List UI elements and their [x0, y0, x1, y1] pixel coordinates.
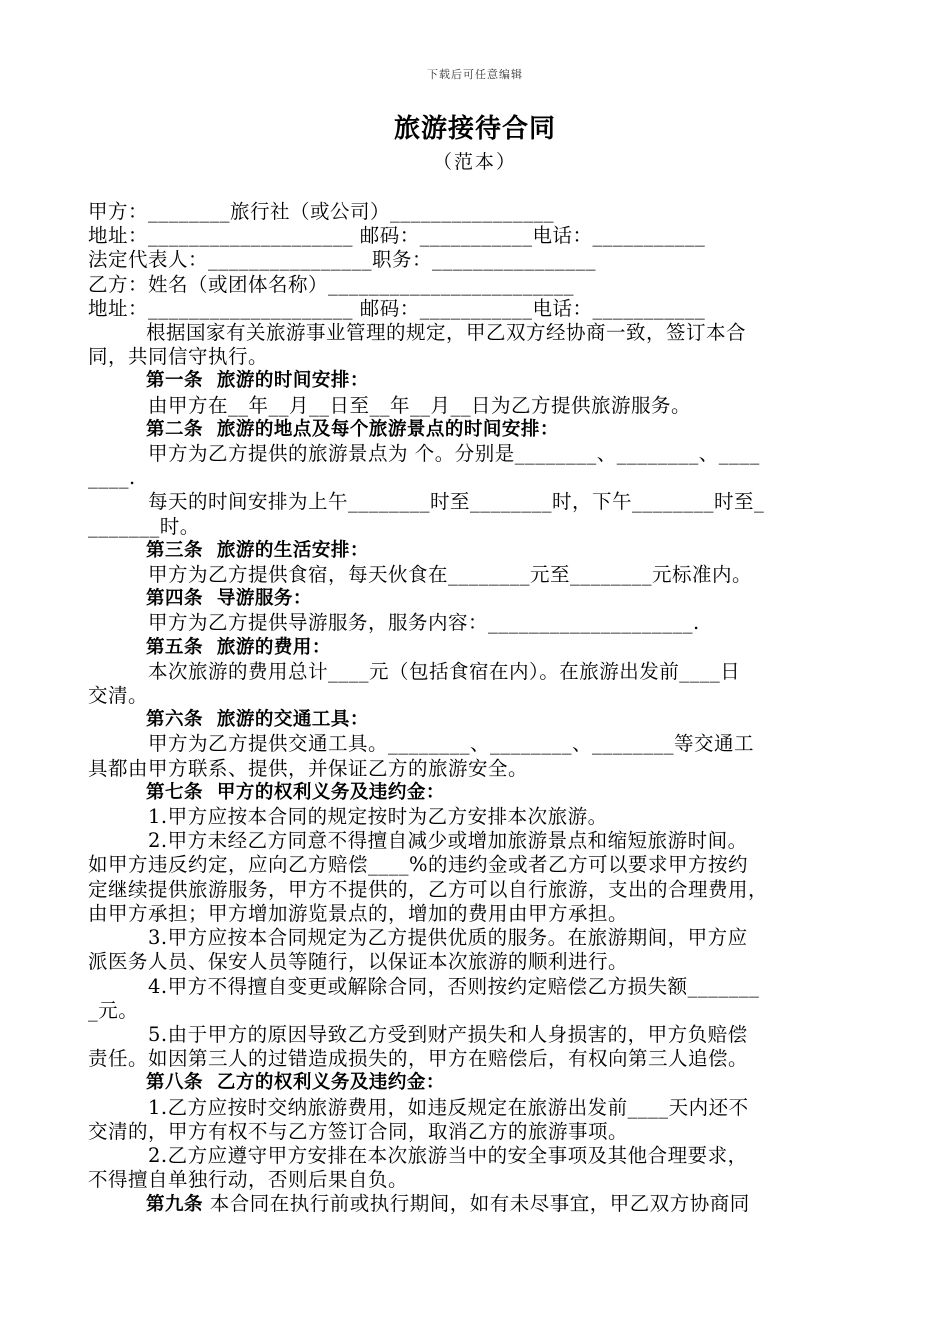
contract-subtitle: （范本）	[432, 151, 517, 173]
clause-7-item-5-line-1: 5.由于甲方的原因导致乙方受到财产损失和人身损害的，甲方负赔偿	[148, 1022, 748, 1046]
clause-9-line	[88, 1192, 878, 1217]
clause-2-text-3: 每天的时间安排为上午________时至________时，下午________时至_	[148, 490, 765, 514]
clause-2-heading: 第二条 旅游的地点及每个旅游景点的时间安排：	[146, 418, 559, 440]
clause-7-item-4-line-2: _元。	[88, 998, 139, 1022]
header-note: 下载后可任意编辑	[427, 68, 523, 81]
clause-7-item-3-line-1: 3.甲方应按本合同规定为乙方提供优质的服务。在旅游期间，甲方应	[148, 926, 748, 950]
contract-body	[88, 200, 878, 1218]
clause-7-item-2-line-4: 由甲方承担；甲方增加游览景点的，增加的费用由甲方承担。	[88, 901, 629, 925]
clause-2-text-2: ____.	[88, 466, 136, 490]
clause-6-heading: 第六条 旅游的交通工具：	[146, 709, 369, 731]
legal-representative-line: 法定代表人：________________职务：________________	[88, 248, 597, 272]
clause-7-item-2-line-1: 2.甲方未经乙方同意不得擅自减少或增加旅游景点和缩短旅游时间。	[148, 829, 748, 853]
clause-2-text-4: _______时。	[88, 514, 200, 538]
clause-8-item-1-line-2: 交清的，甲方有权不与乙方签订合同，取消乙方的旅游事项。	[88, 1119, 629, 1143]
clause-8-item-2-line-1: 2.乙方应遵守甲方安排在本次旅游当中的安全事项及其他合理要求，	[148, 1143, 748, 1167]
clause-2-text-1: 甲方为乙方提供的旅游景点为 个。分别是________、________、____	[148, 442, 760, 466]
clause-6-text-2: 具都由甲方联系、提供，并保证乙方的旅游安全。	[88, 756, 529, 780]
clause-7-item-5-line-2: 责任。如因第三人的过错造成损失的，甲方在赔偿后，有权向第三人追偿。	[88, 1047, 749, 1071]
clause-5-heading: 第五条 旅游的费用：	[146, 636, 331, 658]
party-a-line: 甲方：________旅行社（或公司）________________	[88, 200, 555, 223]
clause-7-item-1: 1.甲方应按本合同的规定按时为乙方安排本次旅游。	[148, 805, 608, 829]
clause-9-text: 本合同在执行前或执行期间，如有未尽事宜，甲乙双方协商同	[203, 1192, 750, 1216]
clause-6-text-1: 甲方为乙方提供交通工具。________、________、________等交通工	[148, 732, 755, 756]
clause-3-text: 甲方为乙方提供食宿，每天伙食在________元至________元标准内。	[148, 563, 753, 587]
clause-4-text: 甲方为乙方提供导游服务，服务内容：____________________.	[148, 611, 700, 635]
party-b-line: 乙方：姓名（或团体名称）________________________	[88, 272, 575, 296]
party-a-address-line: 地址：____________________ 邮码：___________电话：___________	[88, 224, 706, 248]
clause-1-text: 由甲方在__年__月__日至__年__月__日为乙方提供旅游服务。	[148, 393, 692, 417]
clause-5-text-2: 交清。	[88, 684, 149, 708]
clause-7-item-2-line-3: 定继续提供旅游服务，甲方不提供的，乙方可以自行旅游，支出的合理费用，	[88, 877, 769, 901]
preamble-line-1: 根据国家有关旅游事业管理的规定，甲乙双方经协商一致，签订本合	[146, 321, 747, 345]
clause-8-heading: 第八条 乙方的权利义务及违约金：	[146, 1072, 445, 1094]
contract-title: 旅游接待合同	[393, 114, 556, 144]
clause-7-item-2-line-2: 如甲方违反约定，应向乙方赔偿____%的违约金或者乙方可以要求甲方按约	[88, 853, 749, 877]
clause-8-item-1-line-1: 1.乙方应按时交纳旅游费用，如违反规定在旅游出发前____天内还不	[148, 1095, 749, 1119]
clause-9-heading: 第九条	[146, 1194, 204, 1216]
clause-7-heading: 第七条 甲方的权利义务及违约金：	[146, 781, 445, 803]
clause-5-text-1: 本次旅游的费用总计____元（包括食宿在内）。在旅游出发前____日	[148, 659, 741, 683]
clause-3-heading: 第三条 旅游的生活安排：	[146, 539, 369, 561]
clause-7-item-3-line-2: 派医务人员、保安人员等随行，以保证本次旅游的顺利进行。	[88, 950, 629, 974]
clause-4-heading: 第四条 导游服务：	[146, 588, 312, 610]
clause-8-item-2-line-2: 不得擅自单独行动，否则后果自负。	[88, 1168, 409, 1192]
party-b-address-line: 地址：____________________ 邮码：___________电话：___________	[88, 296, 706, 320]
clause-7-item-4-line-1: 4.甲方不得擅自变更或解除合同，否则按约定赔偿乙方损失额_______	[148, 974, 760, 998]
clause-1-heading: 第一条 旅游的时间安排：	[146, 370, 369, 392]
preamble-line-2: 同，共同信守执行。	[88, 345, 269, 369]
